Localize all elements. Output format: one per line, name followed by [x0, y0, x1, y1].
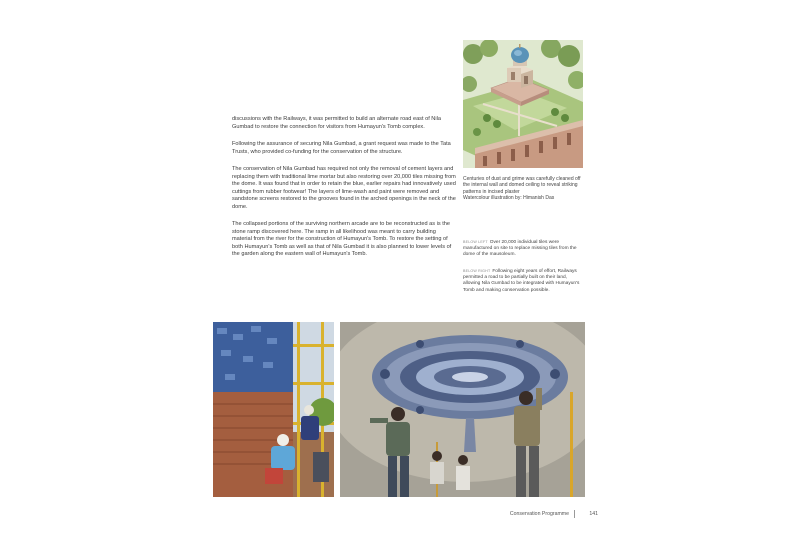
caption-kicker: BELOW LEFT [463, 240, 488, 244]
caption-below-right [463, 268, 585, 294]
paragraph: The collapsed portions of the surviving northern arcade are to be reconstructed as is the stone ramp discovered here. The ramp in all likelihood was meant to carry building material from the river for the construction of Humayun's Tomb. To restore the setting of both Humayun's Tomb as well as that of Nila Gumbad it is also planned to lower levels of the garden along the eastern wall of Humayun's Tomb. [232, 221, 452, 257]
page-footer [500, 509, 600, 519]
caption-below-left [463, 239, 585, 259]
paragraph: Following the assurance of securing Nila Gumbad, a grant request was made to the Tata Trusts, who provided co-funding for the conservation of the structure. [232, 141, 451, 155]
body-text [232, 116, 456, 269]
footer-divider [574, 510, 575, 518]
caption-credit: Watercolour illustration by: Himanish Das [463, 194, 555, 201]
running-footer-section: Conservation Programme [509, 511, 569, 517]
caption-kicker: BELOW RIGHT [463, 269, 491, 273]
photo-tile-restoration [213, 322, 334, 497]
watercolour-illustration [463, 40, 583, 168]
paragraph: The conservation of Nila Gumbad has required not only the removal of cement layers and replacing them with traditional lime mortar but also restoring over 20,000 tiles missing from the dome. It was found that in order to retain the blue, earlier repairs had innovatively used cuttings from rubber footwear! The layers of lime-wash and paint were removed and sandstone screens restored to the grooves found in the arched openings in the neck of the dome. [232, 166, 456, 210]
page-number: 141 [589, 511, 598, 517]
photo-dome-ceiling-cleaning [340, 322, 585, 497]
caption-text: Centuries of dust and grime was carefully cleaned off the internal wall and domed ceiling to reveal striking patterns in incised plaster [463, 176, 581, 195]
caption-text: Following eight years of effort, Railways permitted a road to be partially built on their land, allowing Nila Gumbad to be integrated with Humayun's Tomb and making conservation possible. [463, 269, 580, 293]
paragraph: discussions with the Railways, it was permitted to build an alternate road east of Nila Gumbad to restore the connection for visitors from Humayun's Tomb complex. [232, 116, 441, 130]
caption-text: Over 20,000 individual tiles were manufactured on site to replace missing tiles from the dome of the mausoleum. [463, 240, 577, 258]
illustration-caption [463, 176, 583, 201]
